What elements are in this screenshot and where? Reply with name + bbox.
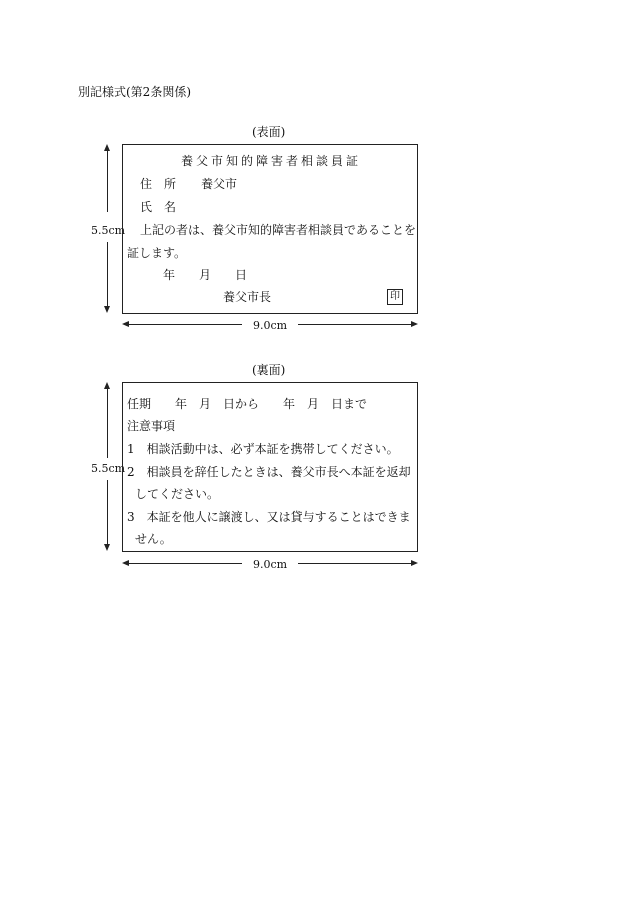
front-height-line-lower xyxy=(107,242,108,306)
front-width-arrow-right xyxy=(411,321,418,327)
back-note-2-line2: してください。 xyxy=(135,487,220,501)
back-width-arrow-left xyxy=(122,560,129,566)
form-heading: 別記様式(第2条関係) xyxy=(78,85,191,99)
front-name-label: 氏 名 xyxy=(140,200,177,214)
front-caption: (表面) xyxy=(252,125,286,139)
front-height-line-upper xyxy=(107,150,108,212)
back-notes-title: 注意事項 xyxy=(127,419,176,433)
back-card xyxy=(122,382,418,552)
back-note-3-line1: 3 本証を他人に譲渡し、又は貸与することはできま xyxy=(127,510,411,524)
back-width-line-right xyxy=(298,563,411,564)
front-issuer: 養父市長 xyxy=(223,290,272,304)
front-address-label: 住 所 xyxy=(140,177,177,191)
front-width-label: 9.0cm xyxy=(252,319,288,332)
back-note-2-line1: 2 相談員を辞任したときは、養父市長へ本証を返却 xyxy=(127,465,411,479)
back-height-arrow-bottom xyxy=(104,544,110,551)
front-card-title: 養父市知的障害者相談員証 xyxy=(181,154,362,168)
front-width-arrow-left xyxy=(122,321,129,327)
back-note-1: 1 相談活動中は、必ず本証を携帯してください。 xyxy=(127,442,399,456)
back-width-line-left xyxy=(129,563,242,564)
back-height-label: 5.5cm xyxy=(90,462,126,475)
front-height-arrow-bottom xyxy=(104,306,110,313)
seal-mark: 印 xyxy=(387,289,403,305)
back-height-line-upper xyxy=(107,388,108,458)
back-note-3-line2: せん。 xyxy=(135,532,172,546)
front-body-line2: 証します。 xyxy=(127,246,187,260)
back-width-arrow-right xyxy=(411,560,418,566)
back-height-line-lower xyxy=(107,480,108,544)
front-date: 年 月 日 xyxy=(163,268,248,282)
front-width-line-right xyxy=(298,324,411,325)
front-height-label: 5.5cm xyxy=(90,224,126,237)
front-card xyxy=(122,144,418,314)
back-width-label: 9.0cm xyxy=(252,558,288,571)
back-caption: (裏面) xyxy=(252,363,286,377)
back-term: 任期 年 月 日から 年 月 日まで xyxy=(127,397,368,411)
front-body-line1: 上記の者は、養父市知的障害者相談員であることを xyxy=(140,223,417,237)
front-width-line-left xyxy=(129,324,242,325)
front-address-value: 養父市 xyxy=(201,177,238,191)
